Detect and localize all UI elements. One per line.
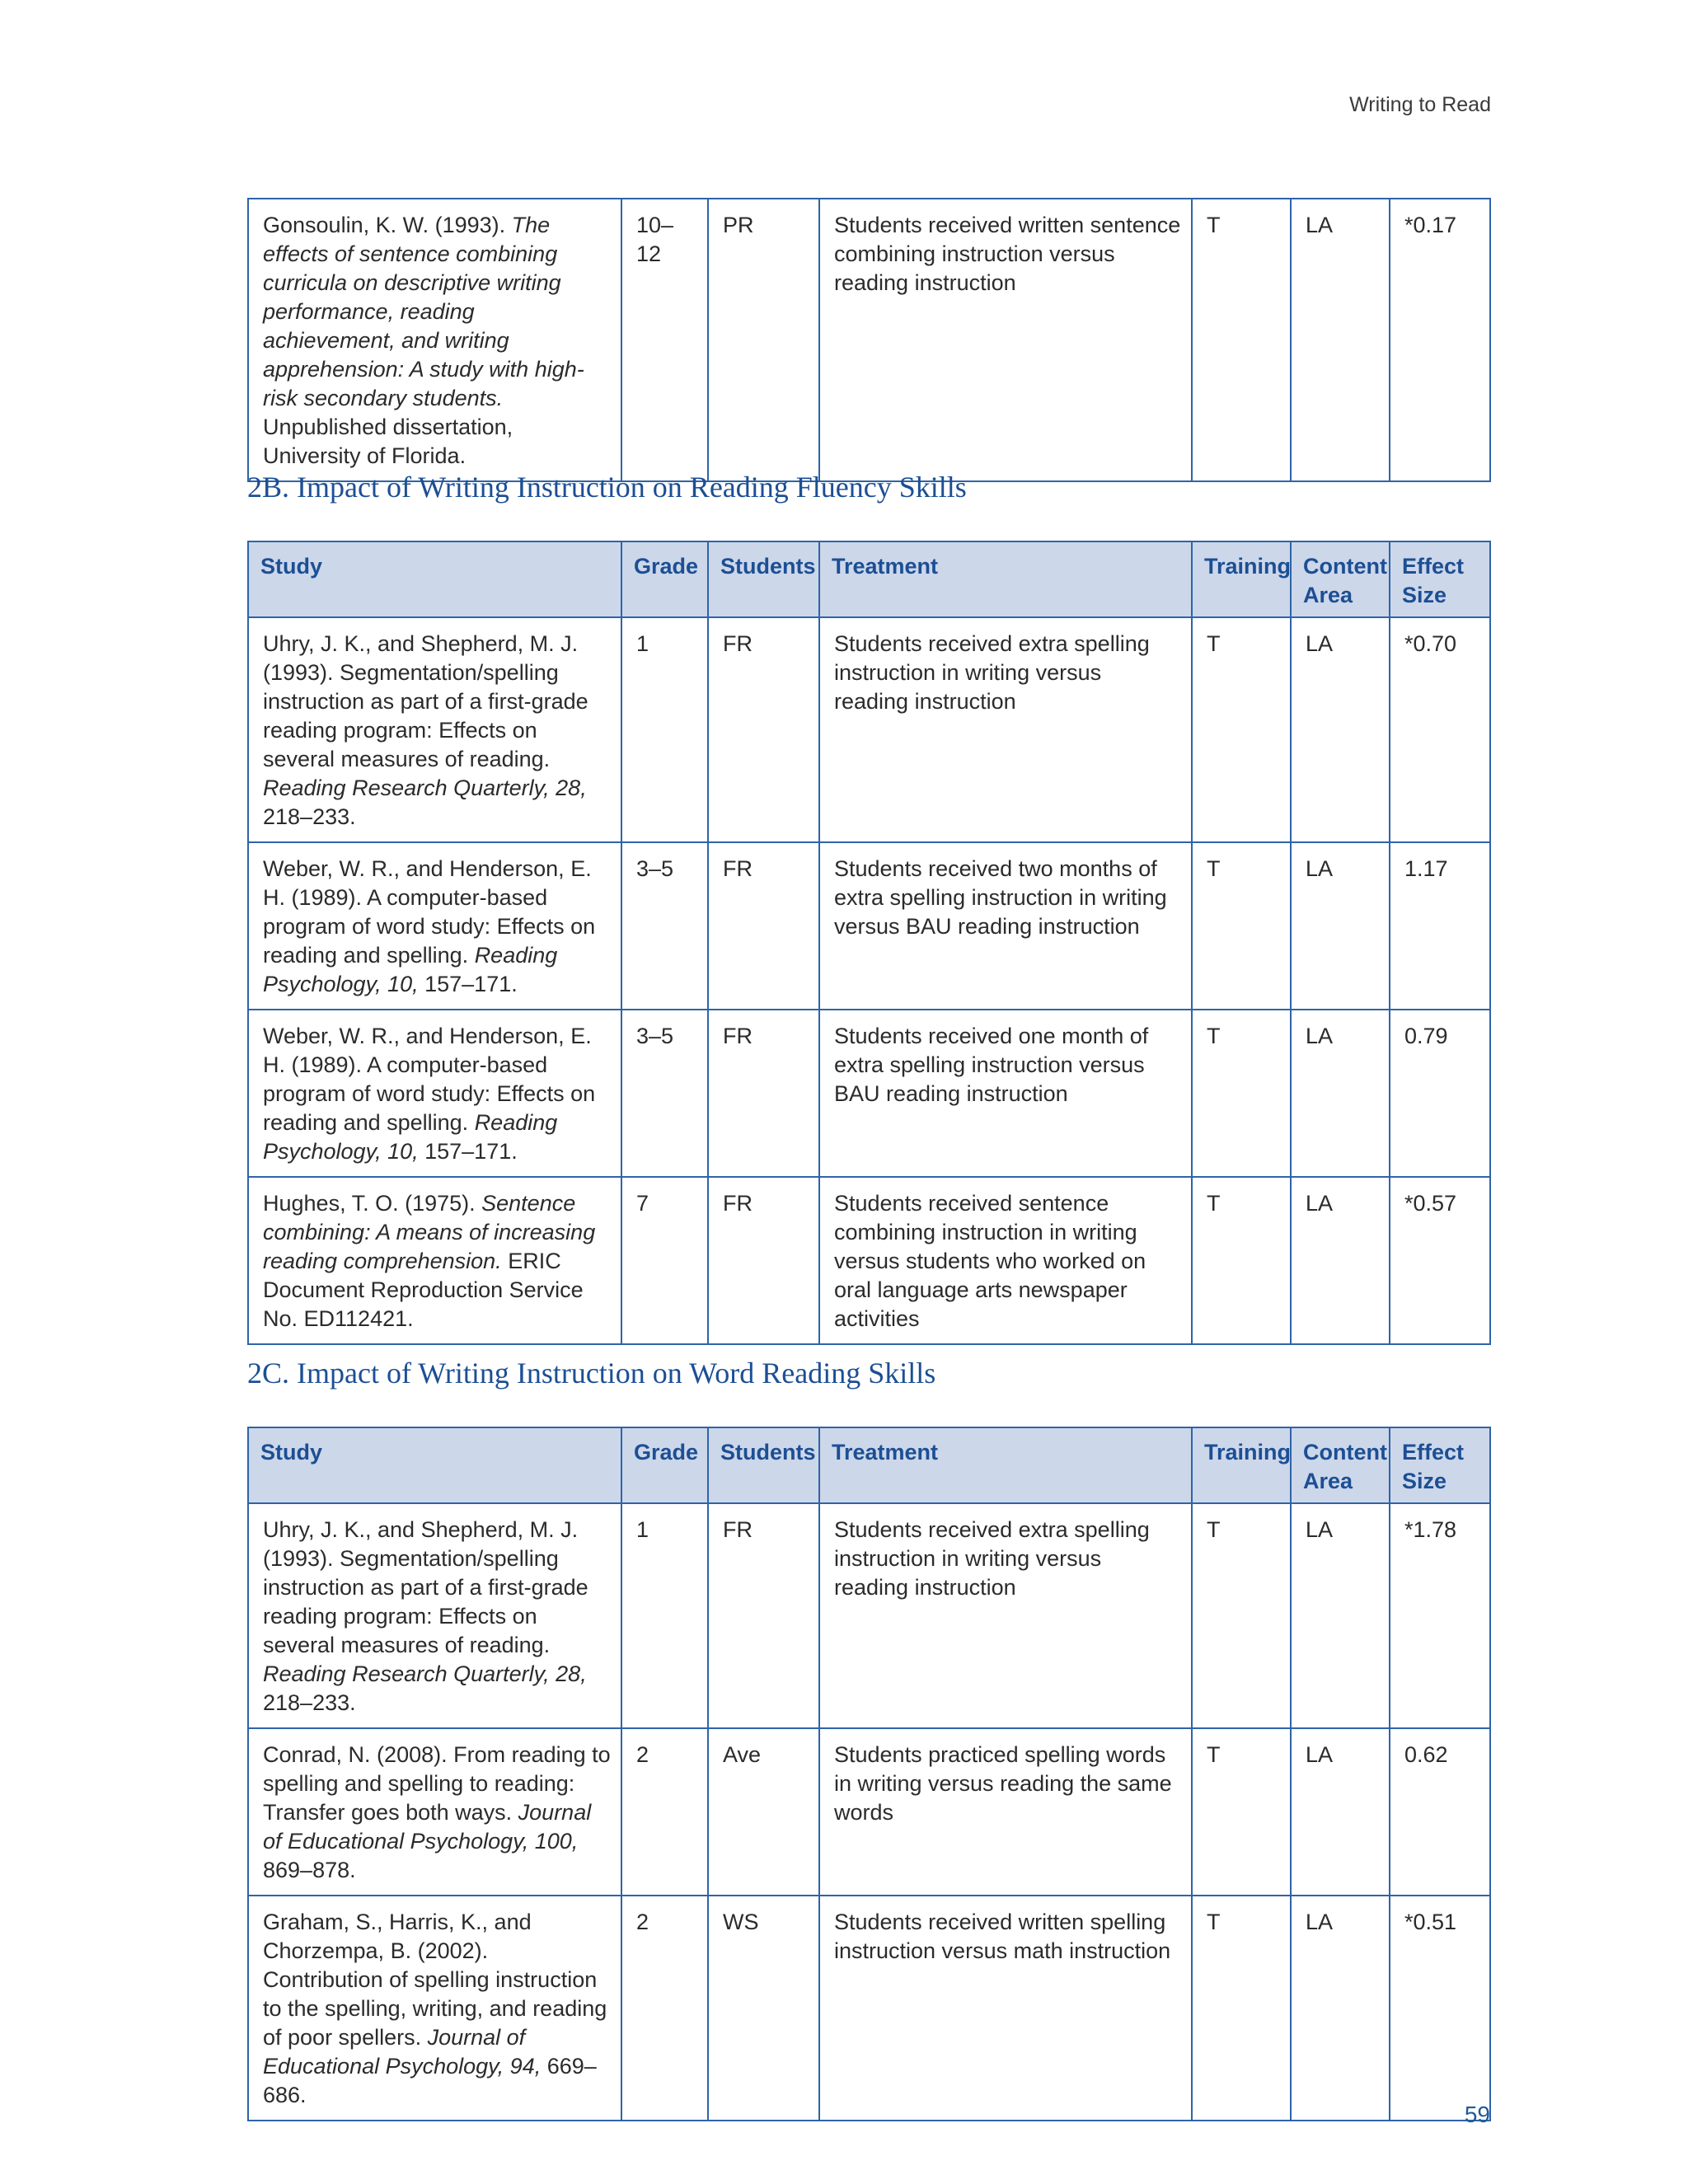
- table-row: [248, 1010, 1490, 1177]
- column-header-content-area: Content Area: [1291, 541, 1390, 617]
- table-word-reading: [247, 1427, 1491, 2121]
- cell-content-area: LA: [1291, 842, 1390, 1010]
- section-title-2c: 2C. Impact of Writing Instruction on Word Reading Skills: [247, 1357, 936, 1390]
- study-citation-text: Graham, S., Harris, K., and Chorzempa, B. (2002). Contribution of spelling instruction to the spelling, writing, and reading of poor spellers.: [263, 1910, 607, 2050]
- cell-effect-size: *0.70: [1390, 617, 1490, 842]
- cell-training: T: [1192, 199, 1291, 481]
- study-citation-title: Journal of Educational Psychology, 94,: [263, 2025, 542, 2079]
- study-citation-title: Journal of Educational Psychology, 100,: [263, 1800, 592, 1854]
- cell-treatment: Students received extra spelling instruction in writing versus reading instruction: [819, 617, 1192, 842]
- cell-study: [248, 1896, 621, 2121]
- cell-students: FR: [708, 1177, 819, 1344]
- cell-study: [248, 1177, 621, 1344]
- study-citation-text: Uhry, J. K., and Shepherd, M. J. (1993). Segmentation/spelling instruction as part of a first-grade reading program: Effects on several measures of reading.: [263, 631, 588, 771]
- cell-content-area: LA: [1291, 1896, 1390, 2121]
- cell-study: [248, 1728, 621, 1896]
- cell-training: T: [1192, 1728, 1291, 1896]
- column-header-study: Study: [248, 541, 621, 617]
- cell-students: Ave: [708, 1728, 819, 1896]
- study-citation-title: Reading Psychology, 10,: [263, 943, 558, 996]
- cell-effect-size: *0.17: [1390, 199, 1490, 481]
- cell-study: [248, 199, 621, 481]
- cell-content-area: LA: [1291, 1728, 1390, 1896]
- study-citation-title: The effects of sentence combining curricula on descriptive writing performance, reading achievement, and writing apprehension: A study with high-risk secondary students.: [263, 213, 584, 410]
- table-row: [248, 199, 1490, 481]
- cell-grade: 3–5: [621, 842, 708, 1010]
- cell-content-area: LA: [1291, 1177, 1390, 1344]
- cell-effect-size: 0.62: [1390, 1728, 1490, 1896]
- cell-treatment: Students practiced spelling words in writing versus reading the same words: [819, 1728, 1192, 1896]
- cell-training: T: [1192, 617, 1291, 842]
- cell-students: PR: [708, 199, 819, 481]
- column-header-training: Training: [1192, 541, 1291, 617]
- cell-content-area: LA: [1291, 199, 1390, 481]
- table-header-row: [248, 541, 1490, 617]
- table-row: [248, 1503, 1490, 1728]
- study-citation-title: Sentence combining: A means of increasing reading comprehension.: [263, 1191, 596, 1273]
- cell-students: FR: [708, 617, 819, 842]
- table-row: [248, 1896, 1490, 2121]
- cell-content-area: LA: [1291, 1010, 1390, 1177]
- cell-content-area: LA: [1291, 1503, 1390, 1728]
- study-citation-text: Uhry, J. K., and Shepherd, M. J. (1993). Segmentation/spelling instruction as part of a first-grade reading program: Effects on several measures of reading.: [263, 1517, 588, 1657]
- study-citation-title: Reading Research Quarterly, 28,: [263, 1661, 587, 1686]
- cell-grade: 2: [621, 1896, 708, 2121]
- page-number: 59: [1464, 2102, 1490, 2127]
- study-citation-text: 218–233.: [263, 804, 356, 829]
- study-citation-text: 669–686.: [263, 2054, 597, 2107]
- study-citation-text: Gonsoulin, K. W. (1993).: [263, 213, 512, 237]
- cell-grade: 10–12: [621, 199, 708, 481]
- cell-grade: 1: [621, 1503, 708, 1728]
- column-header-students: Students: [708, 1427, 819, 1503]
- table-reading-fluency: [247, 541, 1491, 1345]
- cell-treatment: Students received sentence combining instruction in writing versus students who worked on oral language arts newspaper activities: [819, 1177, 1192, 1344]
- cell-content-area: LA: [1291, 617, 1390, 842]
- study-citation-text: 218–233.: [263, 1690, 356, 1715]
- column-header-treatment: Treatment: [819, 1427, 1192, 1503]
- table-row: [248, 1177, 1490, 1344]
- study-citation-text: Weber, W. R., and Henderson, E. H. (1989). A computer-based program of word study: Effects on reading and spelling.: [263, 856, 596, 968]
- cell-treatment: Students received written spelling instruction versus math instruction: [819, 1896, 1192, 2121]
- column-header-effect-size: Effect Size: [1390, 1427, 1490, 1503]
- cell-training: T: [1192, 1010, 1291, 1177]
- cell-treatment: Students received one month of extra spelling instruction versus BAU reading instruction: [819, 1010, 1192, 1177]
- cell-training: T: [1192, 1503, 1291, 1728]
- study-citation-title: Reading Psychology, 10,: [263, 1110, 558, 1164]
- cell-students: WS: [708, 1896, 819, 2121]
- study-citation-text: 157–171.: [418, 1139, 518, 1164]
- table-row: [248, 842, 1490, 1010]
- study-citation-text: Weber, W. R., and Henderson, E. H. (1989). A computer-based program of word study: Effects on reading and spelling.: [263, 1024, 596, 1135]
- column-header-training: Training: [1192, 1427, 1291, 1503]
- study-citation-text: Conrad, N. (2008). From reading to spelling and spelling to reading: Transfer goes both ways.: [263, 1742, 611, 1825]
- column-header-grade: Grade: [621, 541, 708, 617]
- column-header-grade: Grade: [621, 1427, 708, 1503]
- column-header-effect-size: Effect Size: [1390, 541, 1490, 617]
- study-citation-text: Hughes, T. O. (1975).: [263, 1191, 482, 1216]
- section-title-2b: 2B. Impact of Writing Instruction on Reading Fluency Skills: [247, 471, 967, 504]
- cell-training: T: [1192, 842, 1291, 1010]
- cell-treatment: Students received written sentence combining instruction versus reading instruction: [819, 199, 1192, 481]
- column-header-study: Study: [248, 1427, 621, 1503]
- cell-study: [248, 842, 621, 1010]
- cell-effect-size: 0.79: [1390, 1010, 1490, 1177]
- cell-training: T: [1192, 1177, 1291, 1344]
- cell-study: [248, 1010, 621, 1177]
- cell-treatment: Students received extra spelling instruction in writing versus reading instruction: [819, 1503, 1192, 1728]
- cell-treatment: Students received two months of extra spelling instruction in writing versus BAU reading instruction: [819, 842, 1192, 1010]
- cell-training: T: [1192, 1896, 1291, 2121]
- cell-students: FR: [708, 1010, 819, 1177]
- table-row: [248, 617, 1490, 842]
- table-header-row: [248, 1427, 1490, 1503]
- column-header-content-area: Content Area: [1291, 1427, 1390, 1503]
- study-citation-text: 869–878.: [263, 1858, 356, 1882]
- cell-effect-size: 1.17: [1390, 842, 1490, 1010]
- cell-effect-size: *0.57: [1390, 1177, 1490, 1344]
- study-citation-text: 157–171.: [418, 972, 518, 996]
- cell-grade: 2: [621, 1728, 708, 1896]
- running-head: Writing to Read: [1349, 93, 1491, 116]
- study-citation-title: Reading Research Quarterly, 28,: [263, 776, 587, 800]
- cell-students: FR: [708, 842, 819, 1010]
- cell-study: [248, 1503, 621, 1728]
- cell-grade: 3–5: [621, 1010, 708, 1177]
- table-continued: [247, 198, 1491, 482]
- cell-effect-size: *1.78: [1390, 1503, 1490, 1728]
- cell-grade: 7: [621, 1177, 708, 1344]
- cell-study: [248, 617, 621, 842]
- column-header-students: Students: [708, 541, 819, 617]
- cell-grade: 1: [621, 617, 708, 842]
- cell-students: FR: [708, 1503, 819, 1728]
- study-citation-text: Unpublished dissertation, University of Florida.: [263, 415, 513, 468]
- cell-effect-size: *0.51: [1390, 1896, 1490, 2121]
- column-header-treatment: Treatment: [819, 541, 1192, 617]
- study-citation-text: ERIC Document Reproduction Service No. ED112421.: [263, 1249, 584, 1331]
- table-row: [248, 1728, 1490, 1896]
